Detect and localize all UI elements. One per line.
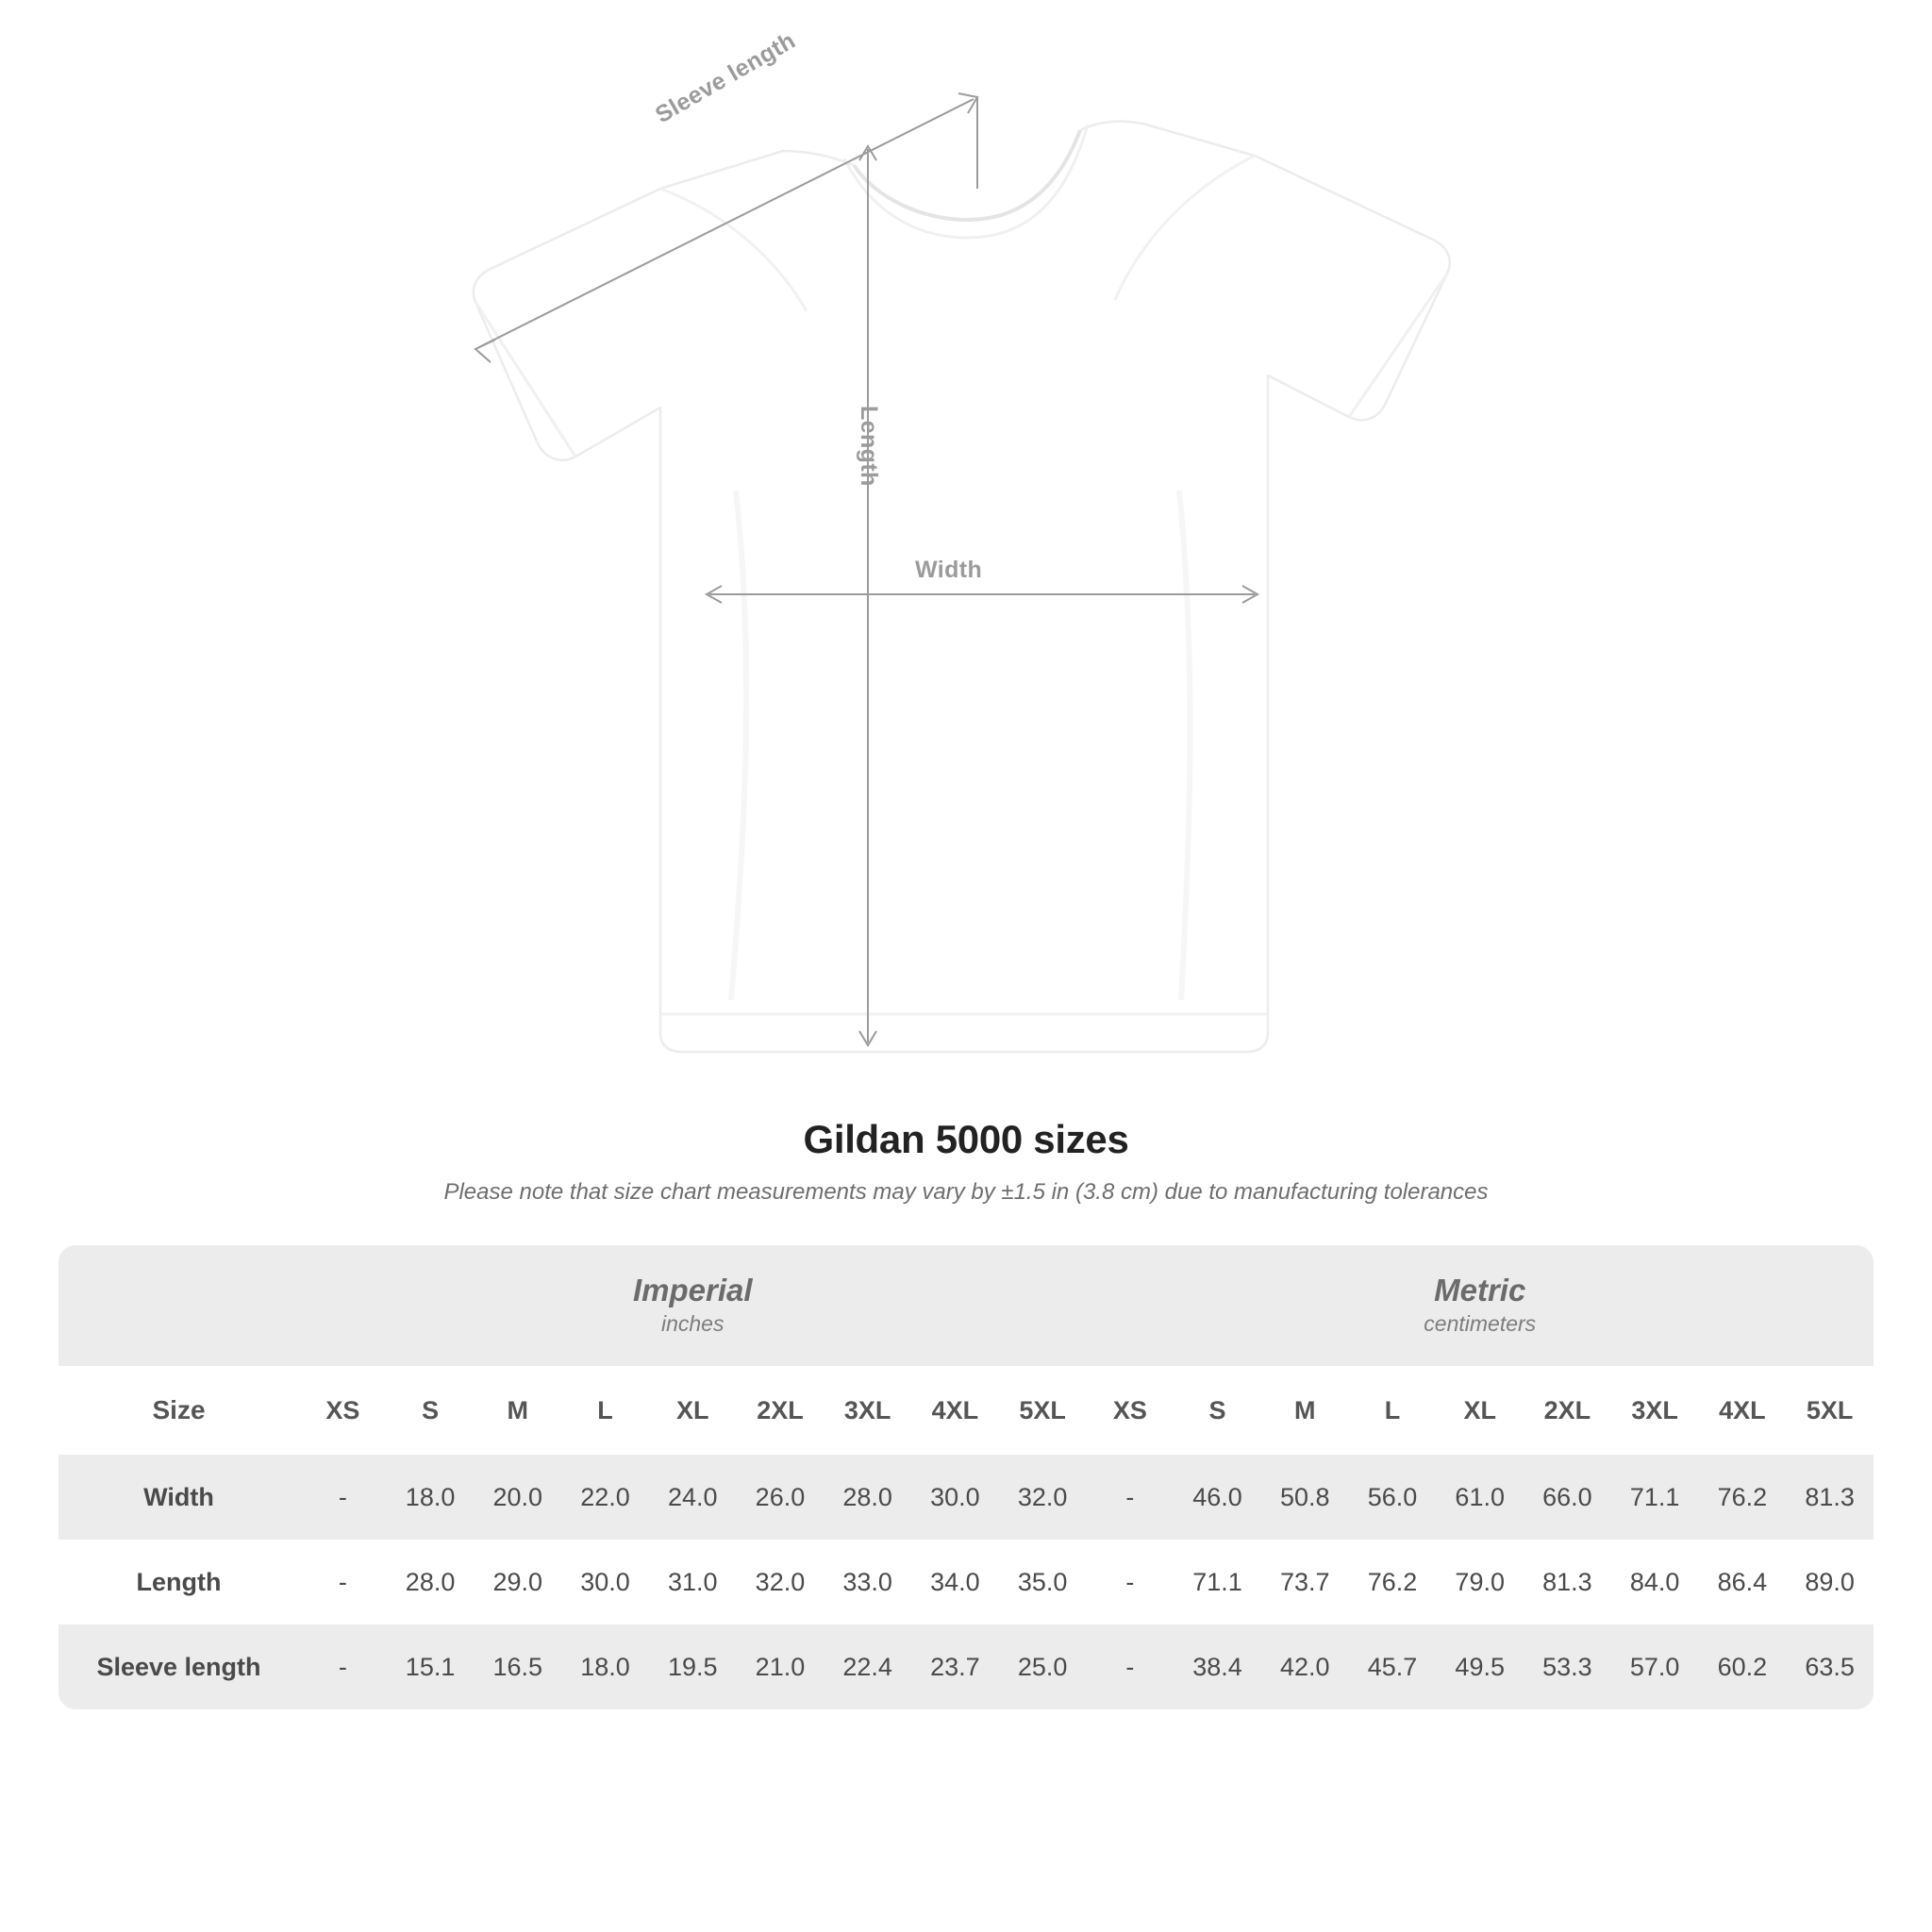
cell-width-imperial-m: 20.0 xyxy=(474,1455,561,1540)
cell-length-metric-3xl: 84.0 xyxy=(1611,1540,1699,1624)
cell-width-metric-xs: - xyxy=(1086,1455,1174,1540)
cell-width-imperial-3xl: 28.0 xyxy=(824,1455,911,1540)
size-header-metric-xs: XS xyxy=(1086,1366,1174,1455)
imperial-unit-name: Imperial xyxy=(632,1272,753,1307)
width-label: Width xyxy=(915,557,983,583)
size-header-metric-3xl: 3XL xyxy=(1611,1366,1699,1455)
cell-width-metric-s: 46.0 xyxy=(1174,1455,1261,1540)
cell-sleeve-imperial-3xl: 22.4 xyxy=(824,1624,911,1709)
length-label: Length xyxy=(856,406,882,487)
imperial-unit-sub: inches xyxy=(660,1310,724,1336)
size-header-metric-s: S xyxy=(1174,1366,1261,1455)
cell-width-metric-5xl: 81.3 xyxy=(1786,1455,1874,1540)
cell-length-imperial-xs: - xyxy=(299,1540,387,1624)
size-header-imperial-m: M xyxy=(474,1366,561,1455)
cell-sleeve-imperial-m: 16.5 xyxy=(474,1624,561,1709)
cell-width-metric-xl: 61.0 xyxy=(1436,1455,1524,1540)
size-header-imperial-3xl: 3XL xyxy=(824,1366,911,1455)
size-table xyxy=(58,1245,1874,1709)
cell-width-metric-l: 56.0 xyxy=(1349,1455,1437,1540)
size-header-metric-5xl: 5XL xyxy=(1786,1366,1874,1455)
row-label-sleeve-length: Sleeve length xyxy=(58,1624,299,1709)
cell-width-imperial-2xl: 26.0 xyxy=(737,1455,824,1540)
unit-header-row xyxy=(58,1245,1874,1366)
cell-length-metric-4xl: 86.4 xyxy=(1699,1540,1787,1624)
cell-width-metric-m: 50.8 xyxy=(1261,1455,1349,1540)
size-header-imperial-4xl: 4XL xyxy=(911,1366,999,1455)
cell-width-metric-4xl: 76.2 xyxy=(1699,1455,1787,1540)
table-row xyxy=(58,1540,1874,1624)
cell-sleeve-metric-xs: - xyxy=(1086,1624,1174,1709)
row-label-width: Width xyxy=(58,1455,299,1540)
row-label-length: Length xyxy=(58,1540,299,1624)
page-title: Gildan 5000 sizes xyxy=(803,1117,1129,1161)
cell-length-imperial-s: 28.0 xyxy=(387,1540,475,1624)
metric-unit-sub: centimeters xyxy=(1424,1310,1537,1336)
size-header-metric-2xl: 2XL xyxy=(1524,1366,1611,1455)
metric-unit-name: Metric xyxy=(1434,1272,1526,1307)
cell-sleeve-metric-s: 38.4 xyxy=(1174,1624,1261,1709)
cell-length-metric-xl: 79.0 xyxy=(1436,1540,1524,1624)
chart-heading xyxy=(0,1117,1932,1206)
cell-length-metric-s: 71.1 xyxy=(1174,1540,1261,1624)
cell-width-imperial-xl: 24.0 xyxy=(649,1455,737,1540)
cell-sleeve-metric-3xl: 57.0 xyxy=(1611,1624,1699,1709)
tolerance-note: Please note that size chart measurements may vary by ±1.5 in (3.8 cm) due to manufacturing tolerances xyxy=(443,1179,1489,1205)
cell-sleeve-metric-l: 45.7 xyxy=(1349,1624,1437,1709)
size-header-imperial-5xl: 5XL xyxy=(999,1366,1087,1455)
size-table-container xyxy=(58,1245,1874,1709)
size-header-imperial-l: L xyxy=(561,1366,649,1455)
table-row xyxy=(58,1624,1874,1709)
cell-length-imperial-3xl: 33.0 xyxy=(824,1540,911,1624)
cell-sleeve-metric-4xl: 60.2 xyxy=(1699,1624,1787,1709)
cell-length-imperial-m: 29.0 xyxy=(474,1540,561,1624)
sleeve-length-label: Sleeve length xyxy=(651,26,801,129)
cell-length-metric-l: 76.2 xyxy=(1349,1540,1437,1624)
cell-sleeve-imperial-2xl: 21.0 xyxy=(737,1624,824,1709)
cell-sleeve-metric-m: 42.0 xyxy=(1261,1624,1349,1709)
size-header-imperial-xs: XS xyxy=(299,1366,387,1455)
cell-sleeve-imperial-l: 18.0 xyxy=(561,1624,649,1709)
cell-sleeve-imperial-5xl: 25.0 xyxy=(999,1624,1087,1709)
cell-width-imperial-l: 22.0 xyxy=(561,1455,649,1540)
cell-length-metric-xs: - xyxy=(1086,1540,1174,1624)
shirt-shape xyxy=(474,122,1450,1052)
cell-length-imperial-xl: 31.0 xyxy=(649,1540,737,1624)
cell-width-imperial-4xl: 30.0 xyxy=(911,1455,999,1540)
cell-length-imperial-5xl: 35.0 xyxy=(999,1540,1087,1624)
size-header-metric-xl: XL xyxy=(1436,1366,1524,1455)
size-header-metric-m: M xyxy=(1261,1366,1349,1455)
cell-width-metric-3xl: 71.1 xyxy=(1611,1455,1699,1540)
cell-sleeve-imperial-xs: - xyxy=(299,1624,387,1709)
table-row xyxy=(58,1455,1874,1540)
cell-length-metric-2xl: 81.3 xyxy=(1524,1540,1611,1624)
cell-width-imperial-s: 18.0 xyxy=(387,1455,475,1540)
metric-unit-cell xyxy=(1086,1245,1874,1366)
size-header-metric-l: L xyxy=(1349,1366,1437,1455)
cell-length-metric-m: 73.7 xyxy=(1261,1540,1349,1624)
cell-length-metric-5xl: 89.0 xyxy=(1786,1540,1874,1624)
cell-sleeve-metric-5xl: 63.5 xyxy=(1786,1624,1874,1709)
cell-sleeve-metric-2xl: 53.3 xyxy=(1524,1624,1611,1709)
cell-sleeve-metric-xl: 49.5 xyxy=(1436,1624,1524,1709)
cell-length-imperial-l: 30.0 xyxy=(561,1540,649,1624)
unit-corner-cell xyxy=(58,1245,299,1366)
cell-sleeve-imperial-s: 15.1 xyxy=(387,1624,475,1709)
cell-width-imperial-5xl: 32.0 xyxy=(999,1455,1087,1540)
size-header-imperial-2xl: 2XL xyxy=(737,1366,824,1455)
imperial-unit-cell xyxy=(299,1245,1086,1366)
cell-width-imperial-xs: - xyxy=(299,1455,387,1540)
size-header-row xyxy=(58,1366,1874,1455)
cell-width-metric-2xl: 66.0 xyxy=(1524,1455,1611,1540)
size-header-imperial-s: S xyxy=(387,1366,475,1455)
cell-sleeve-imperial-4xl: 23.7 xyxy=(911,1624,999,1709)
size-header-metric-4xl: 4XL xyxy=(1699,1366,1787,1455)
size-header-imperial-xl: XL xyxy=(649,1366,737,1455)
size-header-label: Size xyxy=(58,1366,299,1455)
cell-sleeve-imperial-xl: 19.5 xyxy=(649,1624,737,1709)
cell-length-imperial-4xl: 34.0 xyxy=(911,1540,999,1624)
cell-length-imperial-2xl: 32.0 xyxy=(737,1540,824,1624)
